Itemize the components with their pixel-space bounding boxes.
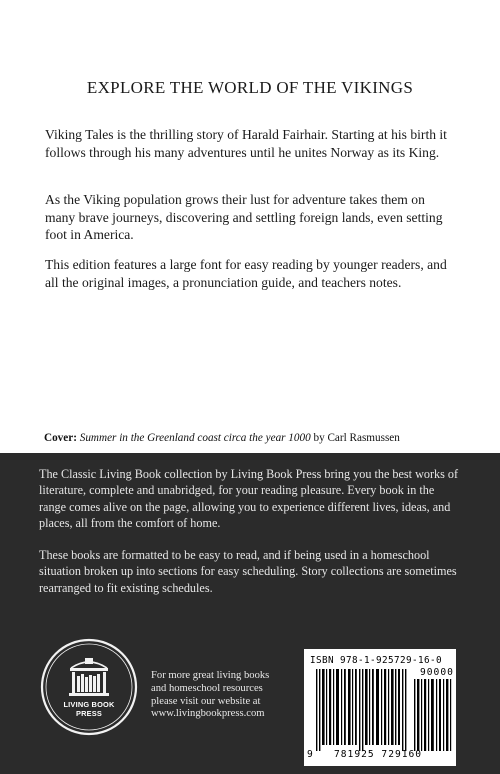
blurb-paragraph-2: As the Viking population grows their lust for adventure takes them on many brave journeys, discovering and settling foreign lands, even setting foot in America.: [45, 192, 443, 243]
credit-label: Cover:: [44, 432, 77, 444]
logo-text-line2: PRESS: [75, 709, 103, 718]
publisher-panel: [0, 453, 500, 774]
credit-artist: by Carl Rasmussen: [313, 432, 400, 444]
isbn-barcode: [304, 649, 456, 766]
publisher-paragraph-2: These books are formatted to be easy to read, and if being used in a homeschool situation broken up into sections for easy scheduling. Story collections are sometimes rearranged to fit existing schedules.: [39, 548, 457, 595]
barcode-first-digit: 9: [307, 749, 314, 760]
cover-art-credit: [44, 432, 464, 444]
promo-line-2: and homeschool resources: [151, 682, 263, 694]
isbn-label: ISBN 978-1-925729-16-0: [310, 655, 442, 666]
barcode-addon-digits: 90000: [420, 667, 454, 678]
logo-text-line1: LIVING BOOK: [63, 700, 115, 709]
barcode-main-digits: 781925 729160: [334, 749, 423, 760]
blurb-title: EXPLORE THE WORLD OF THE VIKINGS: [86, 78, 414, 97]
bookshelf-logo-icon: [40, 638, 138, 736]
promo-website-link[interactable]: www.livingbookpress.com: [151, 708, 265, 720]
blurb-paragraph-1: Viking Tales is the thrilling story of Harald Fairhair. Starting at his birth it follows through his many adventures until he unites Norway as its King.: [45, 127, 447, 160]
promo-line-3: please visit our website at: [151, 695, 261, 707]
website-promo: [151, 670, 301, 721]
promo-line-1: For more great living books: [151, 670, 270, 681]
living-book-press-logo: [40, 638, 138, 736]
blurb-paragraph-3: This edition features a large font for easy reading by younger readers, and all the original images, a pronunciation guide, and teachers notes.: [45, 257, 447, 290]
publisher-paragraph-1: The Classic Living Book collection by Living Book Press bring you the best works of literature, complete and unabridged, for your reading pleasure. Every book in the range comes alive on the page, allowing you to experience different lives, ideas, and places, all from the comfort of home.: [39, 467, 459, 531]
credit-artwork-title: Summer in the Greenland coast circa the year 1000: [79, 432, 311, 444]
